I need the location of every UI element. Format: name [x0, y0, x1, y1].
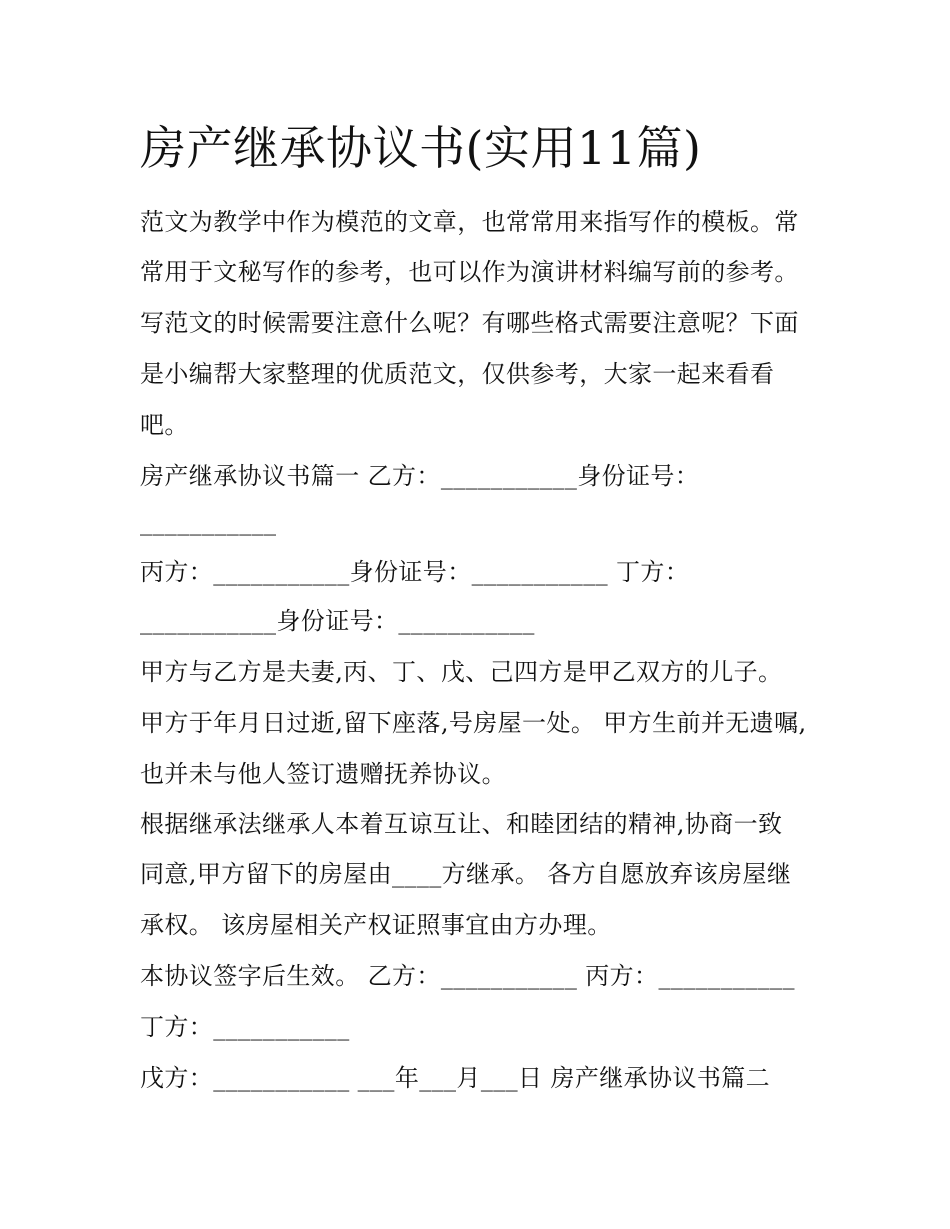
agreement-line: 丁方：___________: [140, 1013, 350, 1041]
agreement-line: 根据继承法继承人本着互谅互让、和睦团结的精神,协商一致: [140, 810, 783, 838]
paragraph-line: 写范文的时候需要注意什么呢？有哪些格式需要注意呢？下面: [140, 309, 799, 337]
paragraph-line: 是小编帮大家整理的优质范文，仅供参考，大家一起来看看: [140, 360, 775, 388]
agreement-line: 本协议签字后生效。 乙方：___________ 丙方：___________: [140, 962, 795, 990]
agreement-line: 甲方于年月日过逝,留下座落,号房屋一处。 甲方生前并无遗嘱,: [140, 709, 807, 737]
agreement-line: 承权。 该房屋相关产权证照事宜由方办理。: [140, 911, 612, 939]
paragraph-line: 范文为教学中作为模范的文章，也常常用来指写作的模板。常: [140, 208, 799, 236]
document-title: 房产继承协议书(实用11篇): [140, 121, 702, 175]
agreement-line: ___________身份证号：___________: [140, 607, 535, 635]
agreement-line: 甲方与乙方是夫妻,丙、丁、戊、己四方是甲乙双方的儿子。: [140, 658, 783, 686]
agreement-line: 戊方：___________ ___年___月___日 房产继承协议书篇二: [140, 1064, 771, 1092]
agreement-line: 也并未与他人签订遗赠抚养协议。: [140, 760, 506, 788]
agreement-line: 丙方：___________身份证号：___________ 丁方：: [140, 558, 690, 586]
paragraph-line: 常用于文秘写作的参考，也可以作为演讲材料编写前的参考。: [140, 258, 799, 286]
agreement-line: 房产继承协议书篇一 乙方：___________身份证号：: [140, 462, 700, 490]
paragraph-line: 吧。: [140, 411, 189, 439]
agreement-line: ___________: [140, 508, 277, 536]
agreement-line: 同意,甲方留下的房屋由____方继承。 各方自愿放弃该房屋继: [140, 860, 792, 888]
